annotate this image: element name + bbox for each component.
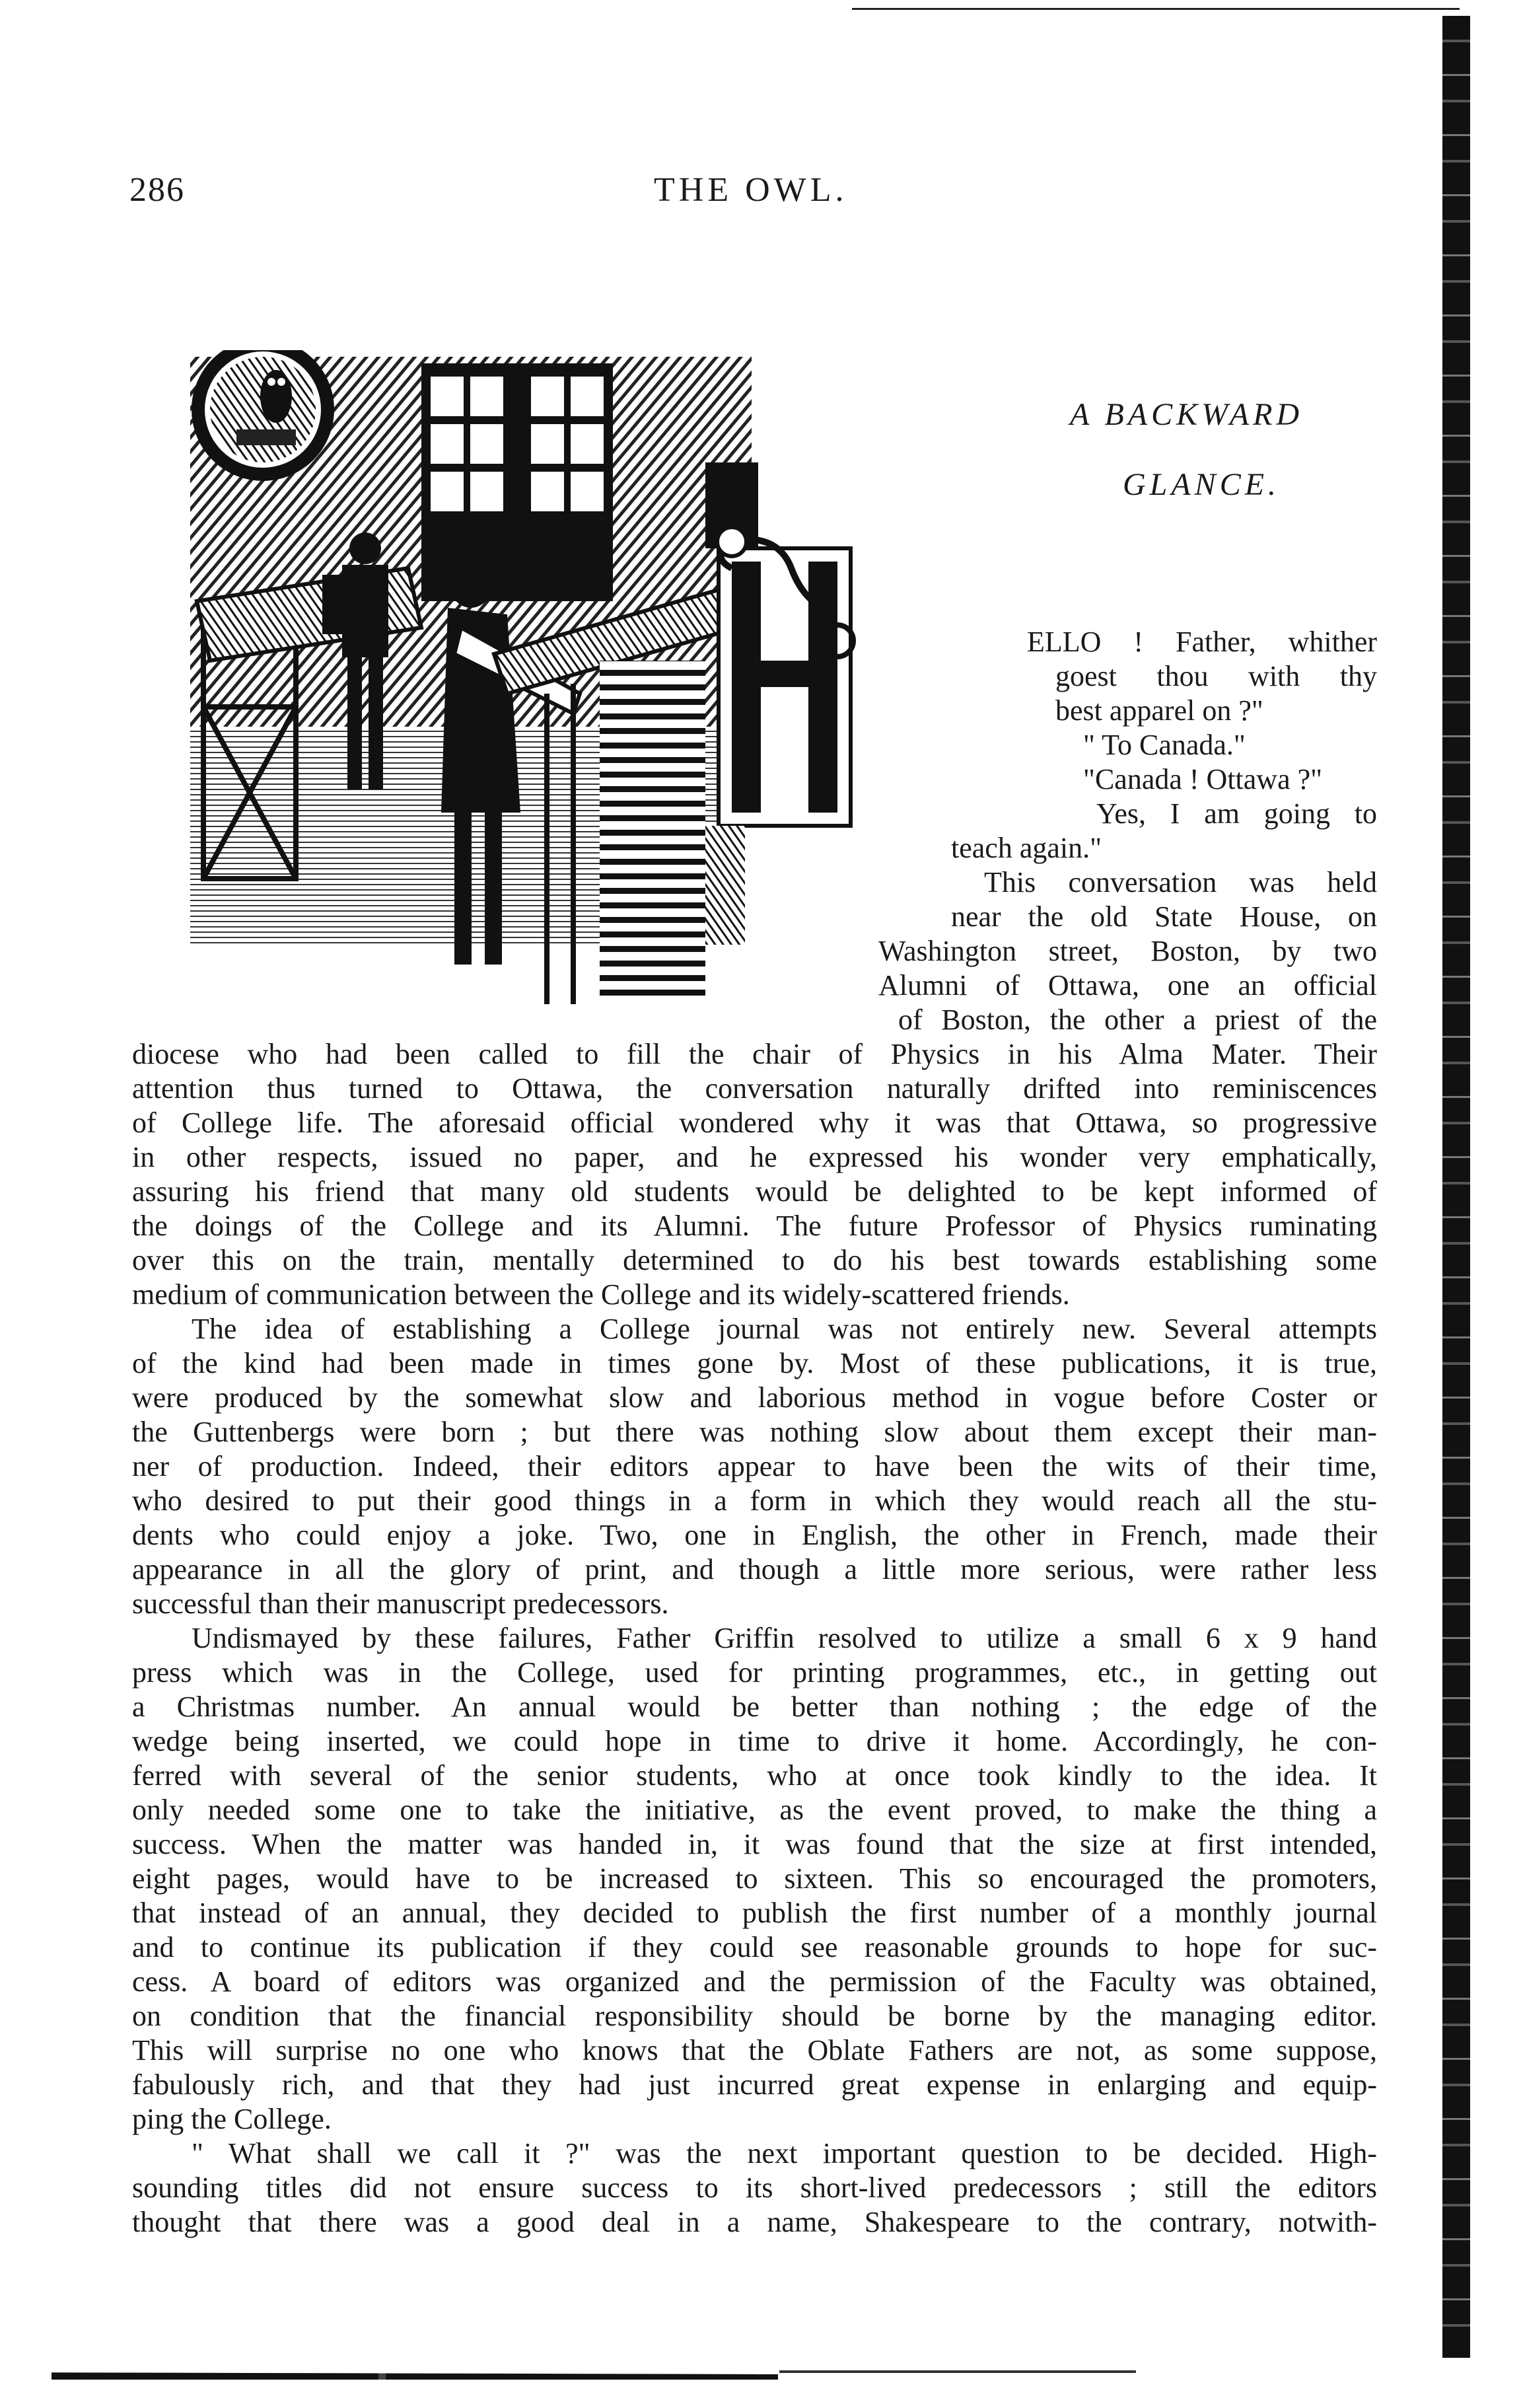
- text-line: of College life. The aforesaid official wondered why it was that Ottawa, so progressive: [132, 1107, 1377, 1139]
- text-line: medium of communication between the College and its widely-scattered friends.: [132, 1278, 1070, 1311]
- text-line: over this on the train, mentally determined to do his best towards establishing some: [132, 1244, 1377, 1276]
- window: [421, 363, 613, 601]
- text-line: teach again.": [951, 832, 1102, 864]
- text-line: of Boston, the other a priest of the: [898, 1003, 1377, 1036]
- text-line: in other respects, issued no paper, and he expressed his wonder very emphatically,: [132, 1141, 1377, 1173]
- staircase: [600, 661, 705, 1004]
- text-line: Undismayed by these failures, Father Griffin resolved to utilize a small 6 x 9 hand: [192, 1622, 1377, 1654]
- text-line: of the kind had been made in times gone by. Most of these publications, it is true,: [132, 1347, 1377, 1379]
- scan-bottom-rule: [52, 2368, 778, 2380]
- text-line: sounding titles did not ensure success to its short-lived predecessors ; still the editors: [132, 2171, 1377, 2204]
- text-line: successful than their manuscript predecessors.: [132, 1587, 669, 1620]
- engraving-illustration: [177, 350, 867, 1031]
- text-line: The idea of establishing a College journal was not entirely new. Several attempts: [192, 1313, 1377, 1345]
- text-line: Washington street, Boston, by two: [878, 935, 1377, 967]
- text-line: thought that there was a good deal in a name, Shakespeare to the contrary, notwith-: [132, 2206, 1377, 2238]
- text-line: Alumni of Ottawa, one an official: [878, 969, 1377, 1002]
- article-title-line-1: A BACKWARD: [1070, 397, 1304, 432]
- scan-bottom-rule-tail: [779, 2370, 1136, 2373]
- scan-right-edge: [1442, 16, 1470, 2358]
- text-line: attention thus turned to Ottawa, the conversation naturally drifted into reminiscences: [132, 1072, 1377, 1105]
- text-line: were produced by the somewhat slow and laborious method in vogue before Coster or: [132, 1381, 1377, 1414]
- text-line: This will surprise no one who knows that the Oblate Fathers are not, as some suppose,: [132, 2034, 1377, 2066]
- text-line: near the old State House, on: [951, 900, 1377, 933]
- article-title-line-2: GLANCE.: [1123, 467, 1281, 502]
- text-line: "Canada ! Ottawa ?": [1083, 763, 1323, 795]
- text-line: goest thou with thy: [1055, 660, 1377, 692]
- clock: [705, 462, 758, 556]
- text-line: fabulously rich, and that they had just incurred great expense in enlarging and equip-: [132, 2068, 1377, 2101]
- page-number: 286: [129, 171, 185, 209]
- text-line: that instead of an annual, they decided to publish the first number of a monthly journal: [132, 1897, 1377, 1929]
- text-line: " What shall we call it ?" was the next important question to be decided. High-: [192, 2137, 1377, 2170]
- text-line: and to continue its publication if they could see reasonable grounds to hope for suc-: [132, 1931, 1377, 1963]
- text-line: ner of production. Indeed, their editors appear to have been the wits of their time,: [132, 1450, 1377, 1482]
- text-line: a Christmas number. An annual would be better than nothing ; the edge of the: [132, 1691, 1377, 1723]
- scan-top-rule: [852, 8, 1460, 10]
- text-line: success. When the matter was handed in, it was found that the size at first intended,: [132, 1828, 1377, 1860]
- text-line: " To Canada.": [1083, 729, 1246, 761]
- text-line: on condition that the financial responsibility should be borne by the managing editor.: [132, 2000, 1377, 2032]
- text-line: appearance in all the glory of print, and though a little more serious, were rather less: [132, 1553, 1377, 1586]
- text-line: eight pages, would have to be increased to sixteen. This so encouraged the promoters,: [132, 1862, 1377, 1895]
- drop-cap-h-ornament: [705, 540, 853, 945]
- text-line: the Guttenbergs were born ; but there was nothing slow about them except their man-: [132, 1416, 1377, 1448]
- running-head: THE OWL.: [654, 171, 848, 209]
- text-line: ELLO ! Father, whither: [1027, 626, 1377, 658]
- text-line: ping the College.: [132, 2103, 332, 2135]
- text-line: ferred with several of the senior students, who at once took kindly to the idea. It: [132, 1759, 1377, 1792]
- text-line: best apparel on ?": [1055, 694, 1263, 727]
- text-line: only needed some one to take the initiative, as the event proved, to make the thing a: [132, 1794, 1377, 1826]
- text-line: the doings of the College and its Alumni. The future Professor of Physics ruminating: [132, 1210, 1377, 1242]
- text-line: who desired to put their good things in a form in which they would reach all the stu-: [132, 1484, 1377, 1517]
- text-line: assuring his friend that many old students would be delighted to be kept informed of: [132, 1175, 1377, 1208]
- text-line: press which was in the College, used for printing programmes, etc., in getting out: [132, 1656, 1377, 1689]
- text-line: cess. A board of editors was organized and the permission of the Faculty was obtained,: [132, 1965, 1377, 1998]
- text-line: This conversation was held: [984, 866, 1377, 898]
- text-line: wedge being inserted, we could hope in time to drive it home. Accordingly, he con-: [132, 1725, 1377, 1757]
- text-line: diocese who had been called to fill the chair of Physics in his Alma Mater. Their: [132, 1038, 1377, 1070]
- text-line: dents who could enjoy a joke. Two, one in English, the other in French, made their: [132, 1519, 1377, 1551]
- text-line: Yes, I am going to: [1096, 797, 1377, 830]
